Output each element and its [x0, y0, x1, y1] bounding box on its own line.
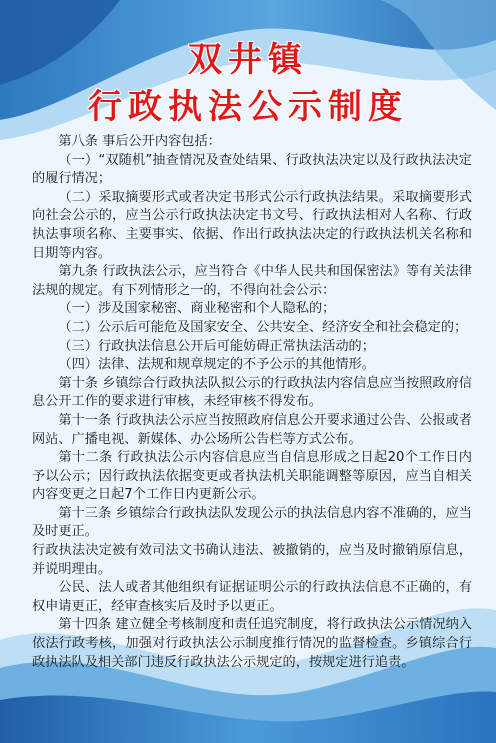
paragraph: 行政执法决定被有效司法文书确认违法、被撤销的，应当及时撤销原信息，并说明理由。: [32, 543, 472, 577]
paragraph: 公民、法人或者其他组织有证据证明公示的行政执法信息不正确的，有权申请更正，经审查核实后及时予以更正。: [32, 580, 472, 614]
paragraph: 第十二条 行政执法公示内容信息应当自信息形成之日起20个工作日内予以公示；因行政执法依据变更或者执法机关职能调整等原因，应当自相关内容变更之日起7个工作日内更新公示。: [32, 450, 472, 503]
paragraph: （二）公示后可能危及国家安全、公共安全、经济安全和社会稳定的；: [58, 319, 468, 335]
paragraph: 第十三条 乡镇综合行政执法队发现公示的执法信息内容不准确的，应当及时更正。: [32, 505, 472, 540]
regulation-text: [32, 133, 472, 672]
paragraph: 第十一条 行政执法公示应当按照政府信息公开要求通过公告、公报或者网站、广播电视、新媒体、办公场所公告栏等方式公布。: [32, 412, 472, 447]
paragraph: （四）法律、法规和规章规定的不予公示的其他情形。: [58, 357, 375, 373]
title-block: [0, 38, 496, 130]
title-system: 行政执法公示制度: [88, 87, 408, 127]
paragraph: 第十四条 建立健全考核制度和责任追究制度，将行政执法公示情况纳入依法行政考核，加强对行政执法公示制度推行情况的监督检查。乡镇综合行政执法队及相关部门违反行政执法公示规定的，按规定进行追责。: [32, 617, 472, 670]
paragraph: （一）“双随机”抽查情况及查处结果、行政执法决定以及行政执法决定的履行情况；: [32, 152, 472, 187]
paragraph: 第八条 事后公开内容包括：: [58, 134, 221, 149]
paragraph: 第十条 乡镇综合行政执法队拟公示的行政执法内容信息应当按照政府信息公开工作的要求进行审核，未经审核不得发布。: [32, 375, 472, 410]
paragraph: （三）行政执法信息公开后可能妨碍正常执法活动的；: [58, 338, 375, 354]
paragraph: （二）采取摘要形式或者决定书形式公示行政执法结果。采取摘要形式向社会公示的，应当公示行政执法决定书文号、行政执法相对人名称、行政执法事项名称、主要事实、依据、作出行政执法决定的行政执法机关名称和日期等内容。: [32, 189, 472, 261]
title-town: 双井镇: [188, 40, 308, 80]
paragraph: （一）涉及国家秘密、商业秘密和个人隐私的；: [58, 301, 336, 317]
paragraph: 第九条 行政执法公示，应当符合《中华人民共和国保密法》等有关法律法规的规定。有下列情形之一的，不得向社会公示：: [32, 264, 472, 298]
